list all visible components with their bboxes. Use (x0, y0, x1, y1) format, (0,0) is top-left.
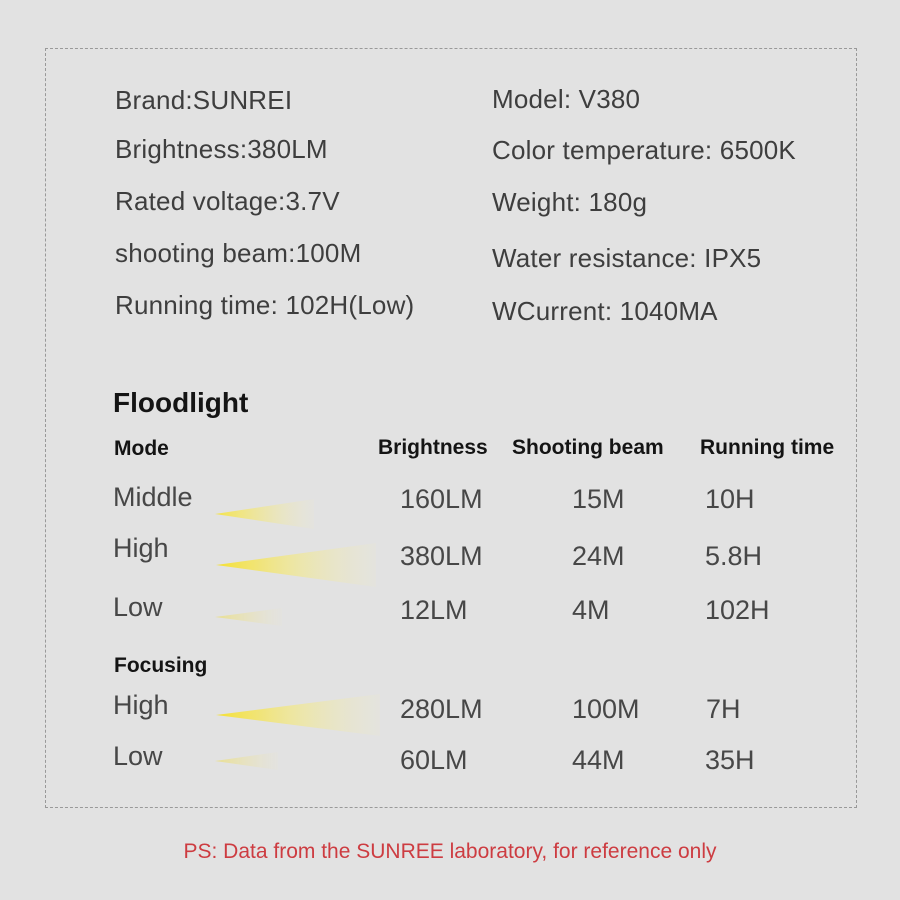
fl-high-brightness: 380LM (400, 541, 483, 571)
spec-brand: Brand:SUNREI (115, 85, 293, 115)
floodlight-title: Floodlight (113, 387, 249, 418)
beam-cone-small-icon (215, 608, 282, 626)
fl-low-brightness: 12LM (400, 595, 468, 625)
fo-low-brightness: 60LM (400, 745, 468, 775)
footer-reference-note: PS: Data from the SUNREE laboratory, for reference only (183, 840, 717, 863)
header-brightness: Brightness (378, 436, 488, 459)
fl-low-running: 102H (705, 595, 770, 625)
spec-shooting-beam: shooting beam:100M (115, 238, 362, 268)
beam-cone-large-icon (216, 543, 376, 587)
spec-model: Model: V380 (492, 84, 641, 114)
fl-middle-brightness: 160LM (400, 484, 483, 514)
fl-low-mode: Low (113, 592, 163, 622)
fo-high-running: 7H (706, 694, 741, 724)
spec-color-temperature: Color temperature: 6500K (492, 135, 796, 165)
fl-middle-shooting: 15M (572, 484, 625, 514)
fo-high-mode: High (113, 690, 169, 720)
focusing-title: Focusing (114, 654, 208, 677)
spec-rated-voltage: Rated voltage:3.7V (115, 186, 340, 216)
fl-high-shooting: 24M (572, 541, 625, 571)
fl-high-mode: High (113, 533, 169, 563)
spec-water-resistance: Water resistance: IPX5 (492, 243, 762, 273)
beam-cone-medium-icon (215, 499, 314, 529)
fo-high-brightness: 280LM (400, 694, 483, 724)
beam-cone-large-icon (216, 694, 380, 736)
fo-low-running: 35H (705, 745, 755, 775)
fl-middle-running: 10H (705, 484, 755, 514)
header-mode: Mode (114, 437, 169, 460)
fo-low-mode: Low (113, 741, 163, 771)
spec-running-time: Running time: 102H(Low) (115, 290, 415, 320)
spec-current: WCurrent: 1040MA (492, 296, 718, 326)
fo-low-shooting: 44M (572, 745, 625, 775)
fl-high-running: 5.8H (705, 541, 763, 571)
spec-weight: Weight: 180g (492, 187, 648, 217)
beam-cone-small-icon (215, 752, 278, 770)
fl-middle-mode: Middle (113, 482, 193, 512)
header-running-time: Running time (700, 436, 835, 459)
header-shooting-beam: Shooting beam (512, 436, 664, 459)
fo-high-shooting: 100M (572, 694, 640, 724)
fl-low-shooting: 4M (572, 595, 610, 625)
spec-brightness: Brightness:380LM (115, 134, 328, 164)
